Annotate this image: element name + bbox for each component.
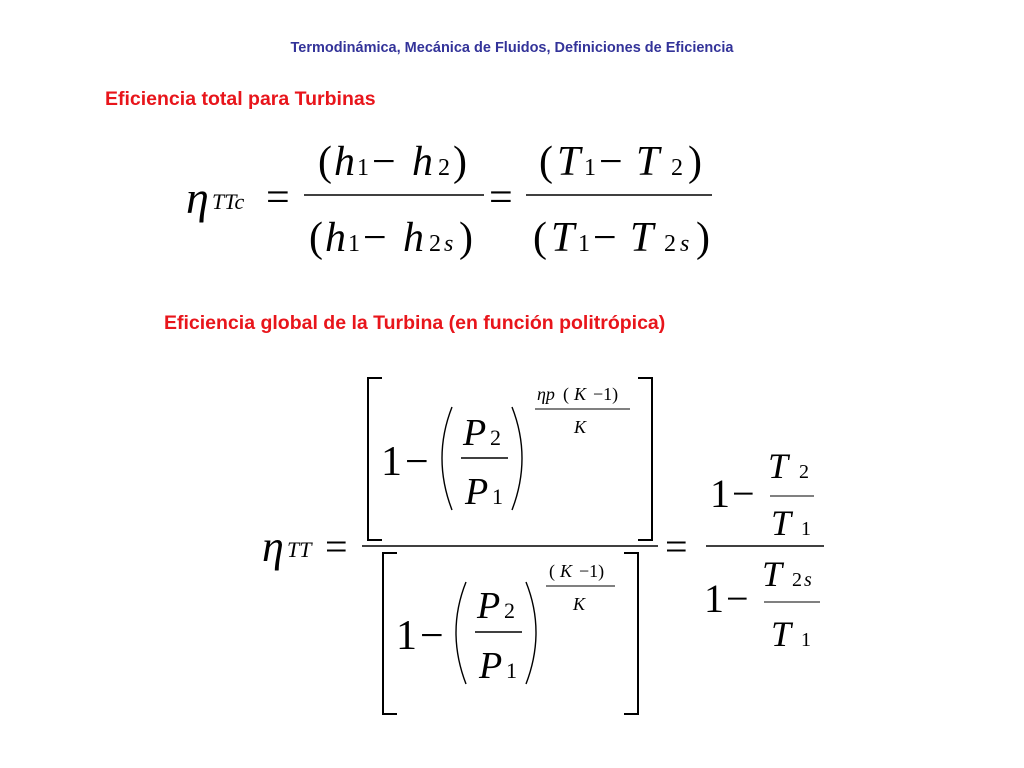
svg-text:1: 1 [801, 518, 811, 540]
svg-text:T: T [771, 503, 792, 543]
svg-text:P: P [465, 471, 489, 513]
right-square-bracket [638, 378, 652, 540]
right-square-bracket-2 [624, 553, 638, 714]
svg-text:−1): −1) [579, 561, 605, 581]
svg-text:T: T [551, 215, 575, 261]
equals-sign-2: = [489, 175, 513, 221]
equals-sign-1: = [266, 175, 290, 221]
svg-text:1: 1 [710, 471, 730, 516]
svg-text:1: 1 [396, 613, 417, 659]
svg-text:): ) [696, 215, 710, 261]
right-paren-2 [526, 582, 536, 684]
equals-sign-3: = [325, 524, 348, 569]
svg-text:−: − [372, 139, 396, 185]
svg-text:1: 1 [492, 484, 503, 509]
svg-text:−: − [405, 439, 429, 485]
svg-text:(: ( [533, 215, 547, 261]
svg-text:K: K [573, 594, 586, 614]
svg-text:T: T [630, 215, 654, 261]
svg-text:2: 2 [504, 598, 515, 623]
svg-text:2: 2 [429, 231, 441, 257]
svg-text:(: ( [309, 215, 323, 261]
eta-tt-symbol [262, 522, 313, 571]
left-paren [442, 407, 452, 510]
svg-text:1: 1 [506, 658, 517, 683]
svg-text:(: ( [549, 561, 555, 581]
svg-text:TTc: TTc [212, 189, 245, 214]
svg-text:P: P [479, 645, 503, 687]
svg-text:T: T [768, 446, 789, 486]
svg-text:T: T [771, 614, 792, 654]
svg-text:2: 2 [799, 461, 809, 483]
svg-text:K: K [560, 561, 573, 581]
svg-text:1: 1 [801, 629, 811, 651]
right-numerator [710, 446, 814, 543]
equals-sign-4: = [665, 524, 688, 569]
svg-text:2: 2 [438, 155, 450, 181]
svg-text:−: − [726, 576, 749, 621]
svg-text:(: ( [563, 384, 569, 404]
svg-text:1: 1 [578, 231, 590, 257]
left-square-bracket-2 [383, 553, 397, 714]
numerator-bracket-block [368, 378, 652, 540]
svg-text:s: s [444, 231, 454, 257]
svg-text:): ) [459, 215, 473, 261]
svg-text:h: h [334, 139, 355, 185]
svg-text:): ) [688, 139, 702, 185]
denominator-bracket-block [383, 553, 638, 714]
svg-text:P: P [477, 585, 501, 627]
svg-text:TT: TT [287, 537, 312, 562]
svg-text:1: 1 [584, 155, 596, 181]
section-title-polytropic-efficiency: Eficiencia global de la Turbina (en función politrópica) [164, 312, 666, 334]
svg-text:s: s [804, 569, 812, 591]
svg-text:1: 1 [357, 155, 369, 181]
svg-text:): ) [453, 139, 467, 185]
svg-text:K: K [574, 384, 587, 404]
svg-text:1: 1 [348, 231, 360, 257]
svg-text:h: h [325, 215, 346, 261]
svg-text:2: 2 [671, 155, 683, 181]
svg-text:−: − [593, 215, 617, 261]
right-paren [512, 407, 522, 510]
svg-text:(: ( [318, 139, 332, 185]
svg-text:η: η [186, 172, 209, 223]
svg-text:h: h [412, 139, 433, 185]
svg-text:P: P [463, 412, 487, 454]
svg-text:−: − [732, 471, 755, 516]
svg-text:s: s [680, 231, 690, 257]
svg-text:2: 2 [792, 569, 802, 591]
left-square-bracket [368, 378, 382, 540]
svg-text:1: 1 [381, 439, 402, 485]
right-denominator [704, 554, 820, 654]
svg-text:T: T [762, 554, 783, 594]
svg-text:1: 1 [704, 576, 724, 621]
svg-text:T: T [636, 139, 660, 185]
left-paren-2 [456, 582, 466, 684]
svg-text:2: 2 [664, 231, 676, 257]
svg-text:−: − [363, 215, 387, 261]
svg-text:(: ( [539, 139, 553, 185]
svg-text:ηp: ηp [537, 384, 555, 404]
section-title-total-efficiency: Eficiencia total para Turbinas [105, 88, 376, 110]
svg-text:2: 2 [490, 425, 501, 450]
svg-text:−: − [420, 613, 444, 659]
svg-text:T: T [557, 139, 581, 185]
slide-header: Termodinámica, Mecánica de Fluidos, Definiciones de Eficiencia [290, 40, 734, 56]
svg-text:η: η [262, 522, 284, 571]
svg-text:−1): −1) [593, 384, 619, 404]
svg-text:h: h [403, 215, 424, 261]
svg-text:−: − [599, 139, 623, 185]
svg-text:K: K [574, 417, 587, 437]
